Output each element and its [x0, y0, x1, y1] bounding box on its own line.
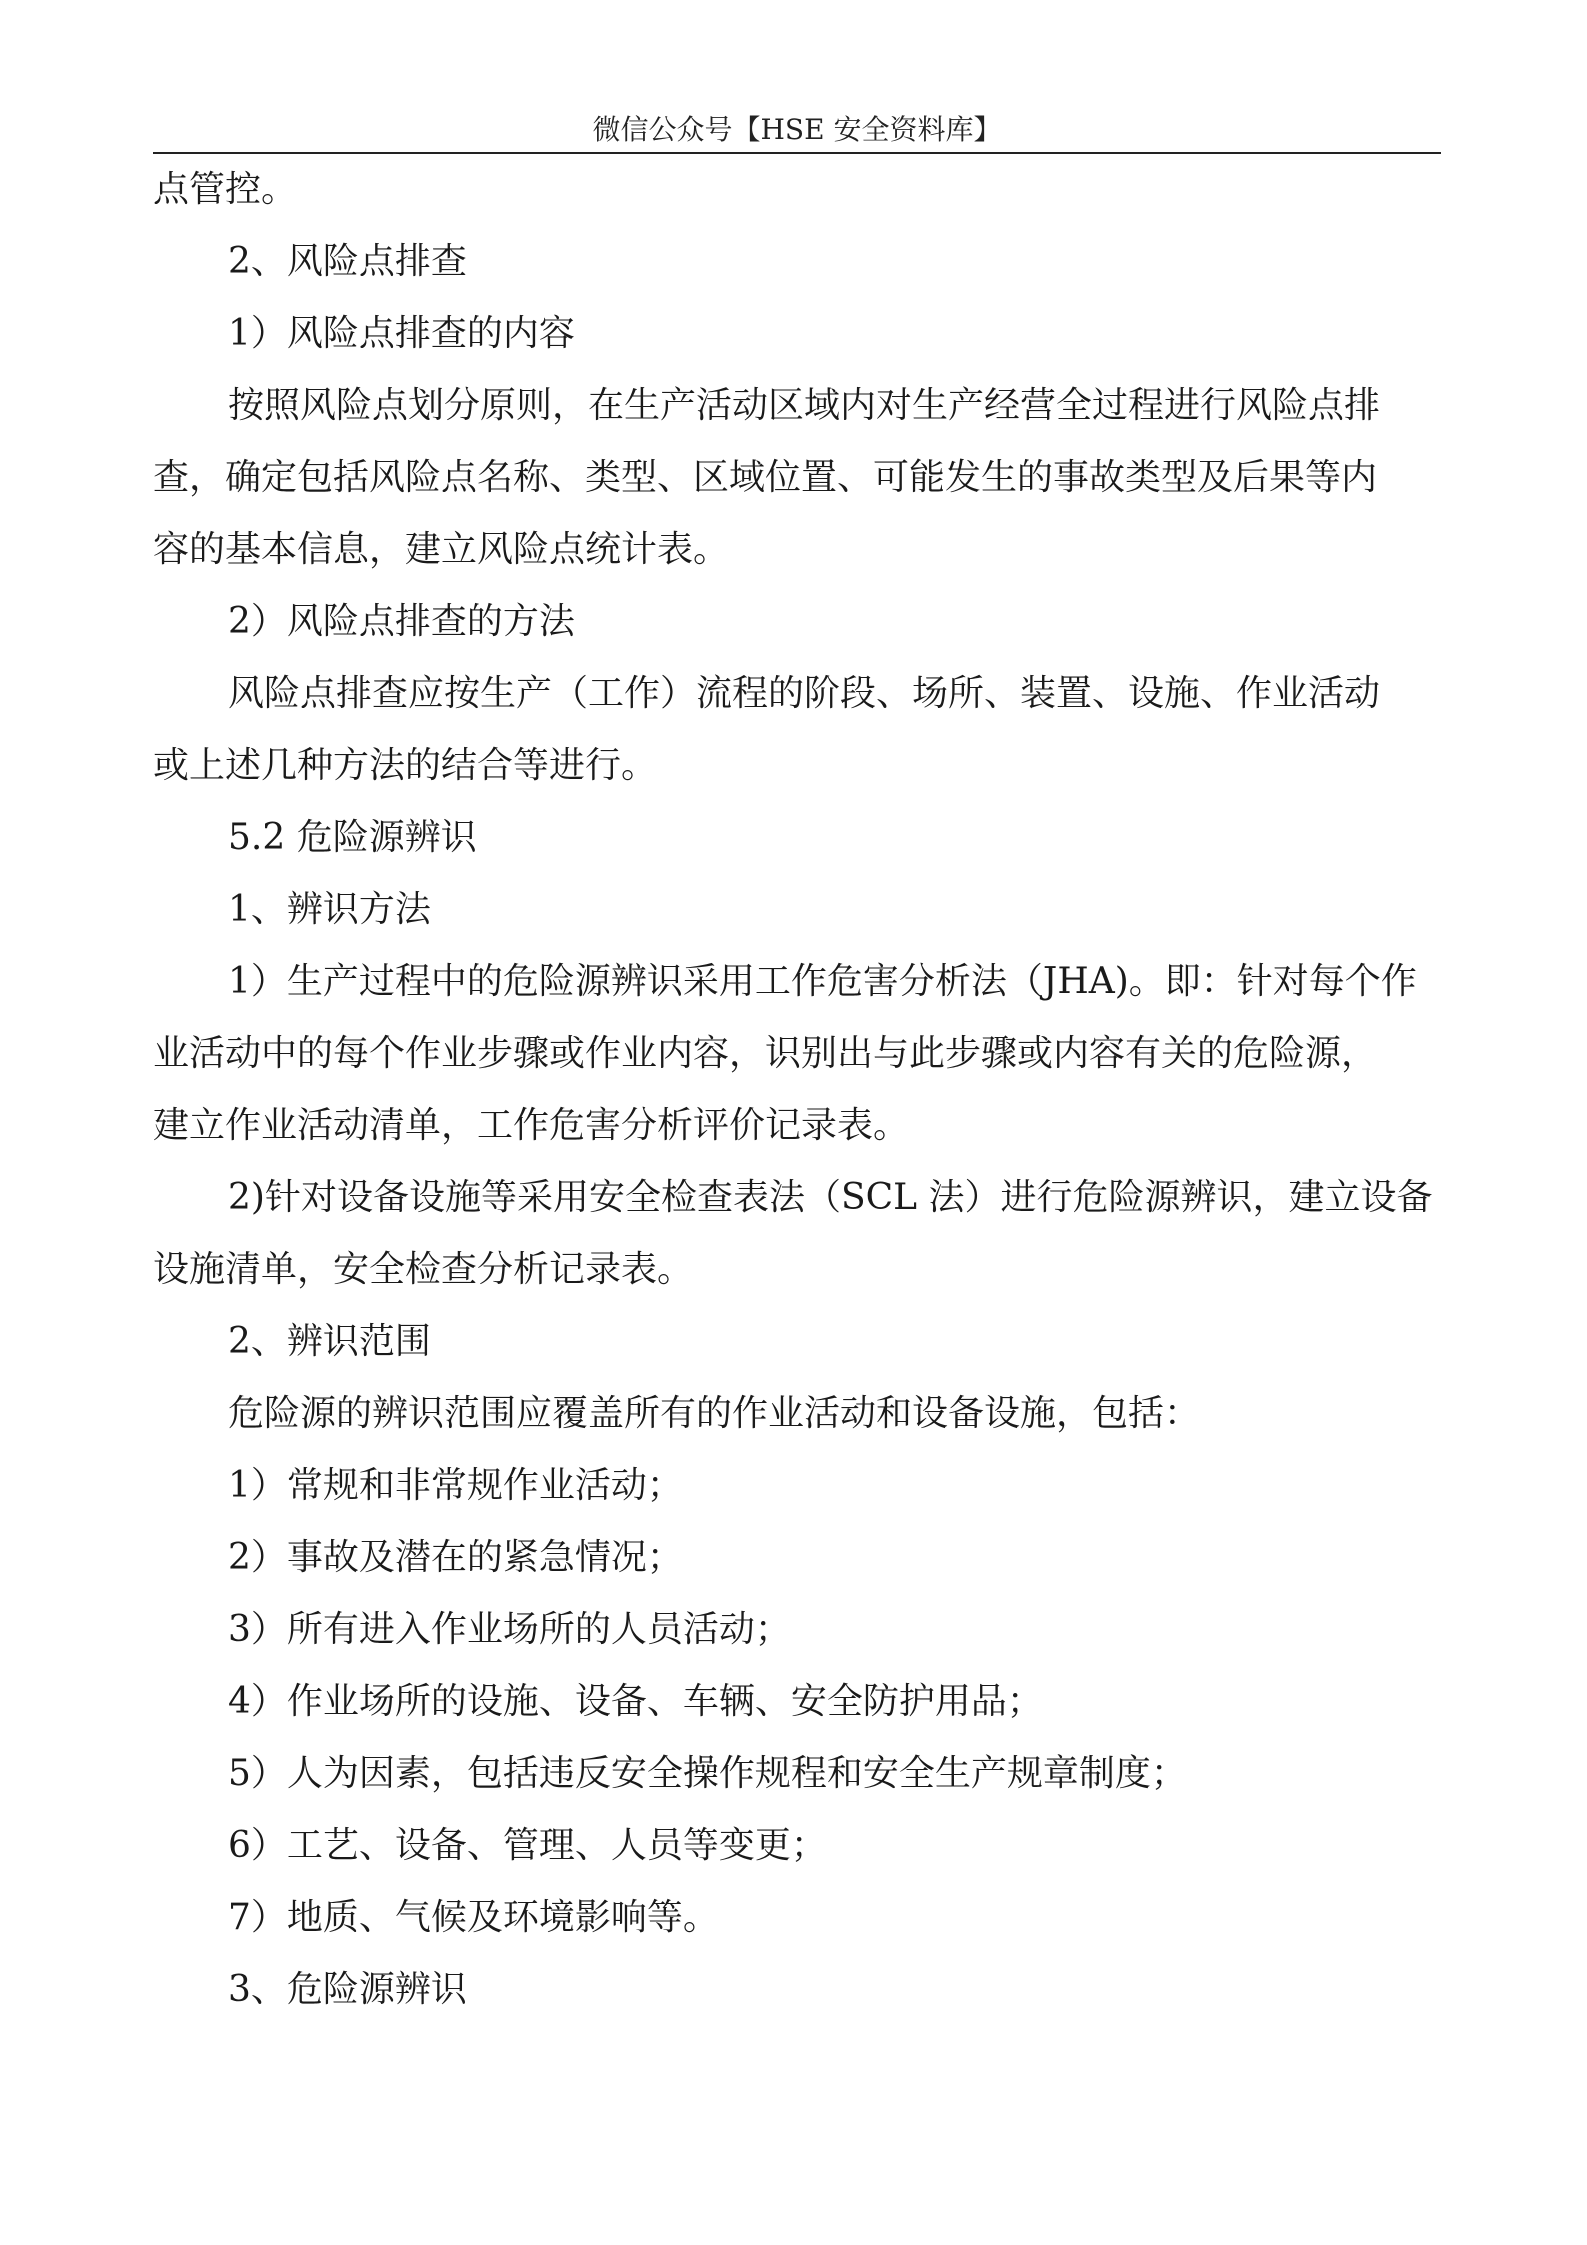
list-item: 6）工艺、设备、管理、人员等变更；: [228, 1825, 827, 1866]
header-title: 微信公众号【HSE 安全资料库】: [592, 113, 1002, 146]
paragraph-line: 设施清单，安全检查分析记录表。: [153, 1249, 694, 1290]
list-item: 3）所有进入作业场所的人员活动；: [228, 1609, 791, 1650]
paragraph-line: 风险点排查应按生产（工作）流程的阶段、场所、装置、设施、作业活动: [228, 673, 1381, 714]
paragraph-line: 容的基本信息，建立风险点统计表。: [153, 529, 730, 570]
list-item: 5）人为因素，包括违反安全操作规程和安全生产规章制度；: [228, 1753, 1187, 1794]
list-item: 1）常规和非常规作业活动；: [228, 1465, 683, 1506]
paragraph-line: 查，确定包括风险点名称、类型、区域位置、可能发生的事故类型及后果等内: [153, 457, 1378, 498]
paragraph-line: 或上述几种方法的结合等进行。: [153, 745, 658, 786]
paragraph-line: 1）生产过程中的危险源辨识采用工作危害分析法（JHA)。即：针对每个作: [228, 961, 1417, 1002]
subsection-heading: 1）风险点排查的内容: [228, 313, 575, 354]
paragraph-line: 建立作业活动清单，工作危害分析评价记录表。: [153, 1105, 910, 1146]
list-item: 4）作业场所的设施、设备、车辆、安全防护用品；: [228, 1681, 1043, 1722]
section-heading: 2、辨识范围: [228, 1321, 431, 1362]
subsection-heading: 2）风险点排查的方法: [228, 601, 575, 642]
paragraph-line: 危险源的辨识范围应覆盖所有的作业活动和设备设施，包括：: [228, 1393, 1201, 1434]
page-header: [153, 108, 1441, 154]
paragraph-line: 2)针对设备设施等采用安全检查表法（SCL 法）进行危险源辨识，建立设备: [228, 1177, 1433, 1218]
section-heading: 5.2 危险源辨识: [228, 817, 477, 858]
section-heading: 3、危险源辨识: [228, 1969, 467, 2010]
paragraph-line: 按照风险点划分原则，在生产活动区域内对生产经营全过程进行风险点排: [228, 385, 1381, 426]
list-item: 2）事故及潜在的紧急情况；: [228, 1537, 683, 1578]
paragraph-line: 点管控。: [153, 169, 298, 210]
section-heading: 1、辨识方法: [228, 889, 431, 930]
list-item: 7）地质、气候及环境影响等。: [228, 1897, 719, 1938]
section-heading: 2、风险点排查: [228, 241, 467, 282]
paragraph-line: 业活动中的每个作业步骤或作业内容，识别出与此步骤或内容有关的危险源，: [153, 1033, 1378, 1074]
